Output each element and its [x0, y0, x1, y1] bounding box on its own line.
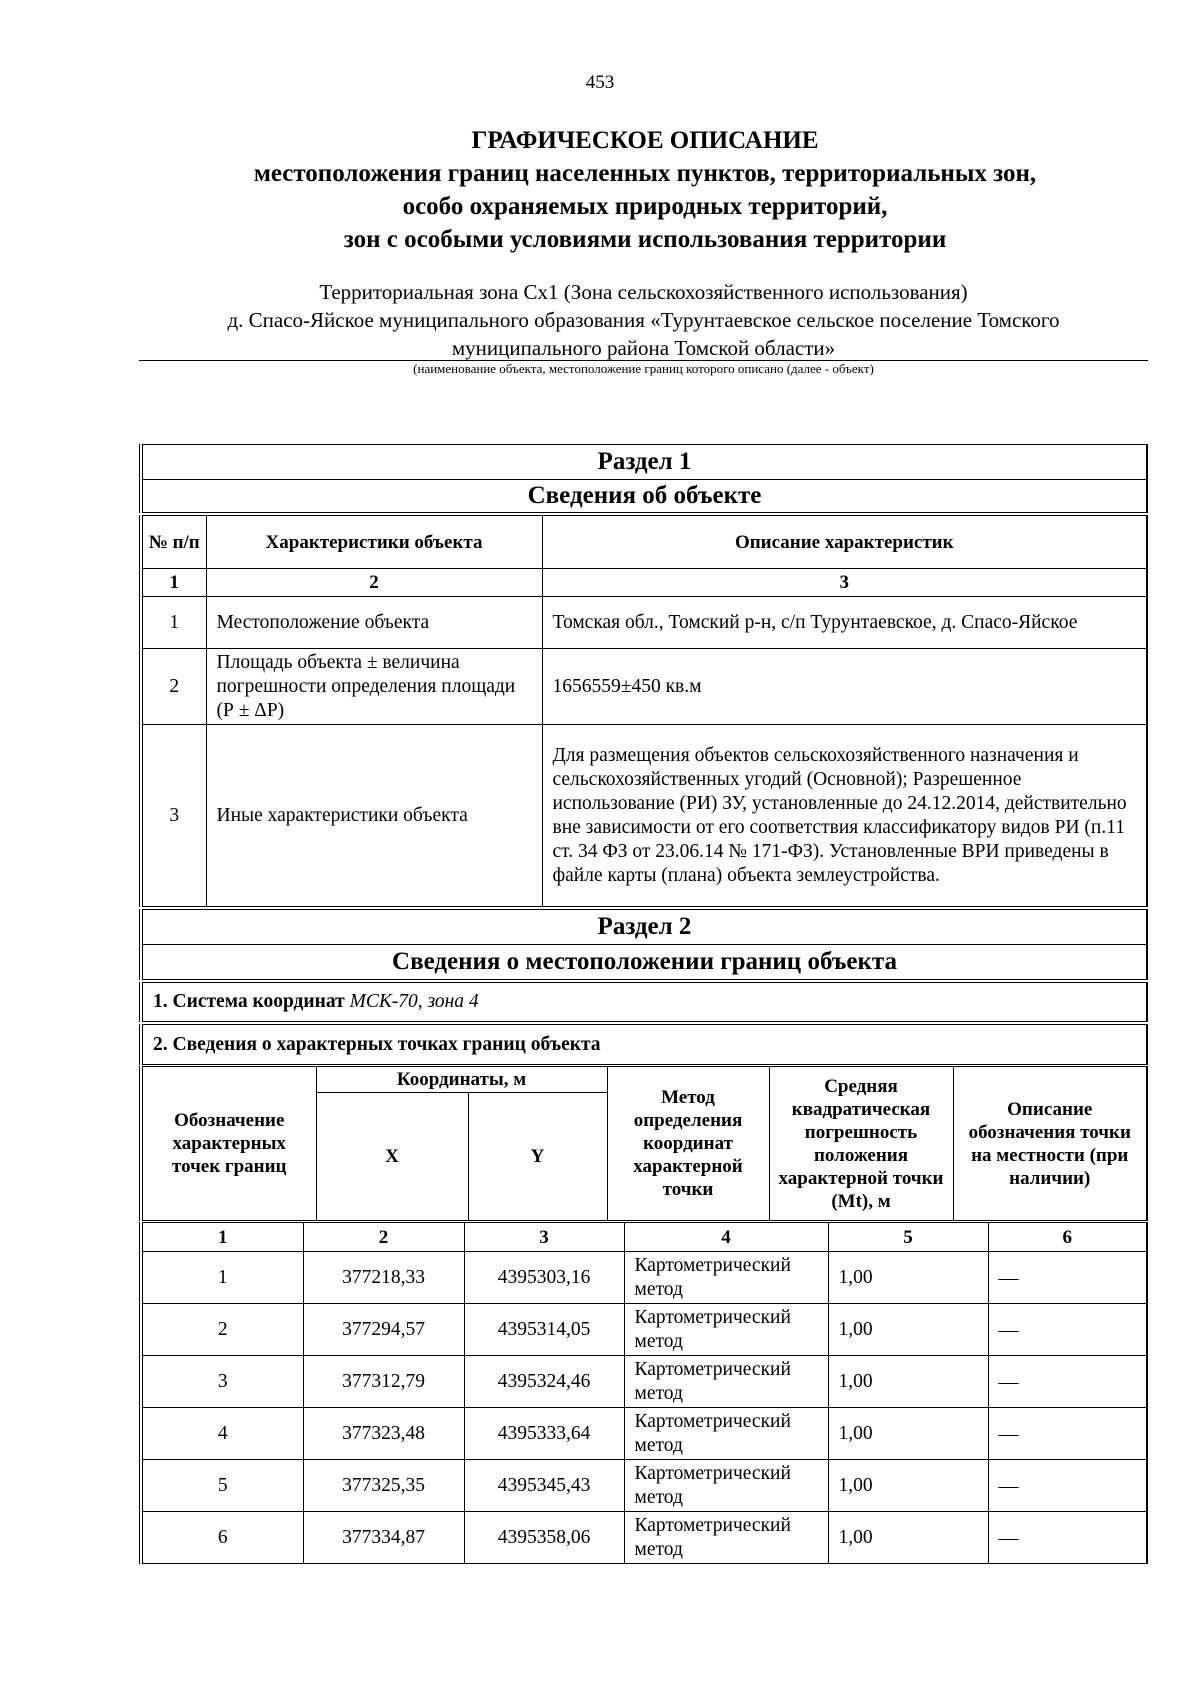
- object-name-caption: (наименование объекта, местоположение границ которого описано (далее - объект): [413, 361, 874, 376]
- point-method: Картометрический метод: [624, 1252, 828, 1304]
- col-number: 6: [988, 1223, 1147, 1252]
- table-row: [141, 1408, 1147, 1460]
- point-error: 1,00: [828, 1460, 988, 1512]
- header-point: Обозначение характерных точек границ: [141, 1067, 316, 1221]
- point-method: Картометрический метод: [624, 1408, 828, 1460]
- section1-subtitle: Сведения об объекте: [141, 480, 1147, 513]
- object-name-line: д. Спасо-Яйское муниципального образования «Турунтаевское сельское поселение Томского: [227, 308, 1060, 332]
- point-description: —: [988, 1512, 1147, 1564]
- object-name-line: Территориальная зона Сх1 (Зона сельскохозяйственного использования): [319, 280, 968, 304]
- section1-table: [139, 515, 1148, 907]
- header-y: Y: [468, 1093, 607, 1221]
- col-number: 4: [624, 1223, 828, 1252]
- col-number: 1: [141, 569, 206, 597]
- row-value: Для размещения объектов сельскохозяйственного назначения и сельскохозяйственных угодий (Основной); Разрешенное использование (РИ) ЗУ, установленные до 24.12.2014, действительно вне зависимости от его соответствия классификатору видов РИ (п.11 ст. 34 ФЗ от 23.06.14 № 171-ФЗ). Установленные ВРИ приведены в файле карты (плана) объекта землеустройства.: [542, 725, 1147, 907]
- points-label-block: [139, 1024, 1148, 1065]
- point-description: —: [988, 1460, 1147, 1512]
- table-row: [141, 597, 1147, 649]
- title-line: местоположения границ населенных пунктов, территориальных зон,: [253, 160, 1037, 187]
- point-y: 4395324,46: [464, 1356, 624, 1408]
- table-row: [141, 1512, 1147, 1564]
- header-coords: Координаты, м: [316, 1067, 607, 1093]
- point-method: Картометрический метод: [624, 1304, 828, 1356]
- header-description: Описание обозначения точки на местности (при наличии): [953, 1067, 1147, 1221]
- row-value: Томская обл., Томский р-н, с/п Турунтаевское, д. Спасо-Яйское: [542, 597, 1147, 649]
- point-id: 6: [141, 1512, 303, 1564]
- coord-system-label: 1. Система координат: [153, 991, 345, 1012]
- col-number: 1: [141, 1223, 303, 1252]
- point-description: —: [988, 1304, 1147, 1356]
- point-id: 4: [141, 1408, 303, 1460]
- document-title: [0, 124, 1200, 256]
- section2-title-block: [139, 909, 1148, 980]
- header-x: X: [316, 1093, 468, 1221]
- point-error: 1,00: [828, 1304, 988, 1356]
- row-name: Иные характеристики объекта: [206, 725, 542, 907]
- point-y: 4395358,06: [464, 1512, 624, 1564]
- point-id: 3: [141, 1356, 303, 1408]
- point-x: 377218,33: [303, 1252, 464, 1304]
- point-y: 4395303,16: [464, 1252, 624, 1304]
- section1-title-block: [139, 444, 1148, 513]
- row-value: 1656559±450 кв.м: [542, 649, 1147, 725]
- point-x: 377325,35: [303, 1460, 464, 1512]
- table-row: [141, 1356, 1147, 1408]
- point-error: 1,00: [828, 1408, 988, 1460]
- point-x: 377323,48: [303, 1408, 464, 1460]
- points-label: 2. Сведения о характерных точках границ объекта: [141, 1025, 1147, 1065]
- table-row: [141, 725, 1147, 907]
- col-number: 3: [464, 1223, 624, 1252]
- point-method: Картометрический метод: [624, 1460, 828, 1512]
- title-main: ГРАФИЧЕСКОЕ ОПИСАНИЕ: [471, 127, 819, 154]
- point-id: 5: [141, 1460, 303, 1512]
- header-characteristic: Характеристики объекта: [206, 516, 542, 569]
- page-number: 453: [585, 72, 615, 93]
- col-number: 5: [828, 1223, 988, 1252]
- point-error: 1,00: [828, 1252, 988, 1304]
- col-number: 2: [206, 569, 542, 597]
- header-description: Описание характеристик: [542, 516, 1147, 569]
- point-description: —: [988, 1356, 1147, 1408]
- section2-title: Раздел 2: [141, 910, 1147, 945]
- point-description: —: [988, 1252, 1147, 1304]
- row-name: Площадь объекта ± величина погрешности определения площади (Р ± ΔР): [206, 649, 542, 725]
- point-method: Картометрический метод: [624, 1512, 828, 1564]
- title-line: особо охраняемых природных территорий,: [402, 193, 888, 220]
- header-error: Средняя квадратическая погрешность положения характерной точки (Mt), м: [769, 1067, 953, 1221]
- header-method: Метод определения координат характерной точки: [607, 1067, 769, 1221]
- point-x: 377334,87: [303, 1512, 464, 1564]
- coord-system-block: [139, 982, 1148, 1022]
- point-method: Картометрический метод: [624, 1356, 828, 1408]
- row-number: 1: [141, 597, 206, 649]
- table-row: [141, 1460, 1147, 1512]
- point-x: 377294,57: [303, 1304, 464, 1356]
- col-number: 3: [542, 569, 1147, 597]
- object-name-line: муниципального района Томской области»: [451, 336, 836, 360]
- point-y: 4395333,64: [464, 1408, 624, 1460]
- points-header-table: [139, 1066, 1148, 1221]
- point-error: 1,00: [828, 1356, 988, 1408]
- section1-title: Раздел 1: [141, 445, 1147, 480]
- point-x: 377312,79: [303, 1356, 464, 1408]
- points-table: [139, 1222, 1148, 1564]
- table-row: [141, 1252, 1147, 1304]
- section2-subtitle: Сведения о местоположении границ объекта: [141, 945, 1147, 980]
- object-name: [139, 278, 1148, 362]
- row-name: Местоположение объекта: [206, 597, 542, 649]
- coord-system-value: МСК-70, зона 4: [349, 991, 479, 1012]
- point-y: 4395345,43: [464, 1460, 624, 1512]
- header-no: № п/п: [141, 516, 206, 569]
- table-row: [141, 649, 1147, 725]
- point-y: 4395314,05: [464, 1304, 624, 1356]
- point-id: 1: [141, 1252, 303, 1304]
- row-number: 3: [141, 725, 206, 907]
- point-description: —: [988, 1408, 1147, 1460]
- point-error: 1,00: [828, 1512, 988, 1564]
- col-number: 2: [303, 1223, 464, 1252]
- table-row: [141, 1304, 1147, 1356]
- title-line: зон с особыми условиями использования территории: [343, 226, 947, 253]
- point-id: 2: [141, 1304, 303, 1356]
- row-number: 2: [141, 649, 206, 725]
- coord-system: [141, 983, 1147, 1022]
